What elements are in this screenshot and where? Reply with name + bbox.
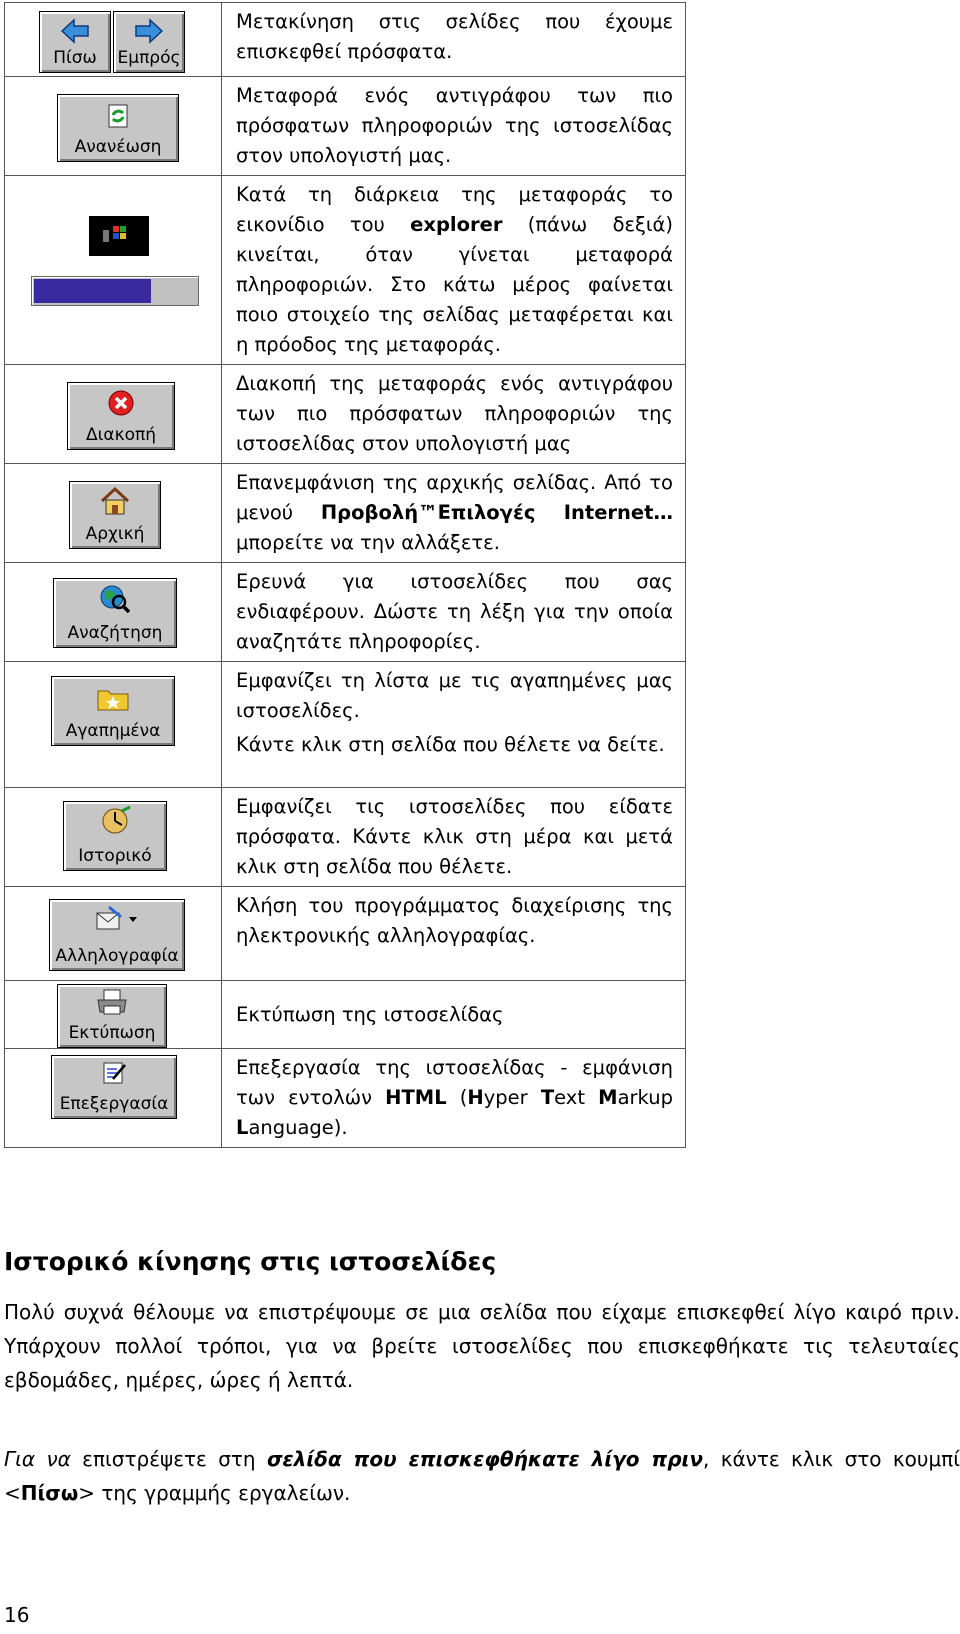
icon-cell xyxy=(5,365,222,464)
description-cell: Διακοπή της μεταφοράς ενός αντιγράφου των πιο πρόσφατων πληροφοριών της ιστοσελίδας στον υπολογιστή μας xyxy=(222,365,686,464)
home-icon xyxy=(98,485,132,517)
stop-button[interactable]: Διακοπή xyxy=(67,382,175,450)
icon-cell xyxy=(5,981,222,1049)
explorer-throbber-icon xyxy=(89,216,149,256)
mail-button[interactable]: Αλληλογραφία xyxy=(49,899,185,971)
icon-cell xyxy=(5,3,222,77)
history-button[interactable]: Ιστορικό xyxy=(63,801,167,871)
table-row xyxy=(5,1049,686,1148)
table-row xyxy=(5,3,686,77)
edit-icon xyxy=(99,1059,129,1087)
paragraph: Πολύ συχνά θέλουμε να επιστρέψουμε σε μια σελίδα που είχαμε επισκεφθεί λίγο καιρό πριν. Υπάρχουν πολλοί τρόποι, για να βρείτε ιστοσελίδες που επισκεφθήκατε τις τελευταίες εβδομάδες, ημέρες, ώρες ή λεπτά. xyxy=(4,1300,960,1392)
table-row xyxy=(5,662,686,788)
table-row xyxy=(5,981,686,1049)
arrow-right-icon xyxy=(134,18,164,44)
favorites-folder-icon xyxy=(95,683,131,713)
print-button[interactable]: Εκτύπωση xyxy=(57,984,167,1048)
icon-cell xyxy=(5,176,222,365)
description-cell: Κατά τη διάρκεια της μεταφοράς το εικονίδιο του explorer (πάνω δεξιά) κινείται, όταν γίνεται μεταφορά πληροφοριών. Στο κάτω μέρος φαίνεται ποιο στοιχείο της σελίδας μεταφέρεται και η πρόοδος της μεταφοράς. xyxy=(222,176,686,365)
description-cell: Ερευνά για ιστοσελίδες που σας ενδιαφέρουν. Δώστε τη λέξη για την οποία αναζητάτε πληροφορίες. xyxy=(222,563,686,662)
description-cell: Μετακίνηση στις σελίδες που έχουμε επισκεφθεί πρόσφατα. xyxy=(222,3,686,77)
table-row xyxy=(5,77,686,176)
progress-bar xyxy=(31,276,199,306)
toolbar-buttons-table xyxy=(4,2,686,1148)
edit-button[interactable]: Επεξεργασία xyxy=(51,1055,177,1119)
history-icon xyxy=(98,805,132,837)
table-row xyxy=(5,563,686,662)
table-row xyxy=(5,464,686,563)
description-cell: Μεταφορά ενός αντιγράφου των πιο πρόσφατων πληροφοριών της ιστοσελίδας στον υπολογιστή μας. xyxy=(222,77,686,176)
refresh-icon xyxy=(103,101,133,131)
paragraph: Για να επιστρέψετε στη σελίδα που επισκεφθήκατε λίγο πριν, κάντε κλικ στο κουμπί <Πίσω> της γραμμής εργαλείων. xyxy=(4,1447,960,1505)
description-cell: Κλήση του προγράμματος διαχείρισης της ηλεκτρονικής αλληλογραφίας. xyxy=(222,887,686,981)
table-row xyxy=(5,887,686,981)
icon-cell xyxy=(5,77,222,176)
mail-icon xyxy=(91,903,143,937)
printer-icon xyxy=(94,988,130,1018)
icon-cell xyxy=(5,1049,222,1148)
description-cell: Εμφανίζει τη λίστα με τις αγαπημένες μας ιστοσελίδες. Κάντε κλικ στη σελίδα που θέλετε να δείτε. xyxy=(222,662,686,788)
table-row xyxy=(5,365,686,464)
description-cell: Εμφανίζει τις ιστοσελίδες που είδατε πρόσφατα. Κάντε κλικ στη μέρα και μετά κλικ στη σελίδα που θέλετε. xyxy=(222,788,686,887)
icon-cell xyxy=(5,464,222,563)
icon-cell xyxy=(5,563,222,662)
description-cell: Εκτύπωση της ιστοσελίδας xyxy=(222,981,686,1049)
page-number: 16 xyxy=(4,1603,30,1627)
description-cell: Επανεμφάνιση της αρχικής σελίδας. Από το μενού Προβολή™Επιλογές Internet… μπορείτε να την αλλάξετε. xyxy=(222,464,686,563)
explorer-bold: explorer xyxy=(410,213,503,236)
table-row xyxy=(5,788,686,887)
progress-bar-fill xyxy=(34,279,151,303)
icon-cell xyxy=(5,788,222,887)
back-button[interactable]: Πίσω xyxy=(39,11,111,73)
section-heading: Ιστορικό κίνησης στις ιστοσελίδες xyxy=(4,1247,497,1276)
forward-button[interactable]: Εμπρός xyxy=(113,11,185,73)
stop-icon xyxy=(106,388,136,418)
menu-path-bold: Προβολή™Επιλογές Internet… xyxy=(320,501,673,524)
refresh-button[interactable]: Ανανέωση xyxy=(57,94,179,162)
description-cell: Επεξεργασία της ιστοσελίδας - εμφάνιση των εντολών HTML (Hyper Text Markup Language). xyxy=(222,1049,686,1148)
home-button[interactable]: Αρχική xyxy=(69,481,161,549)
icon-cell xyxy=(5,887,222,981)
icon-cell xyxy=(5,662,222,788)
search-button[interactable]: Αναζήτηση xyxy=(53,578,177,648)
table-row xyxy=(5,176,686,365)
arrow-left-icon xyxy=(60,18,90,44)
search-globe-icon xyxy=(97,582,133,616)
favorites-button[interactable]: Αγαπημένα xyxy=(51,676,175,746)
